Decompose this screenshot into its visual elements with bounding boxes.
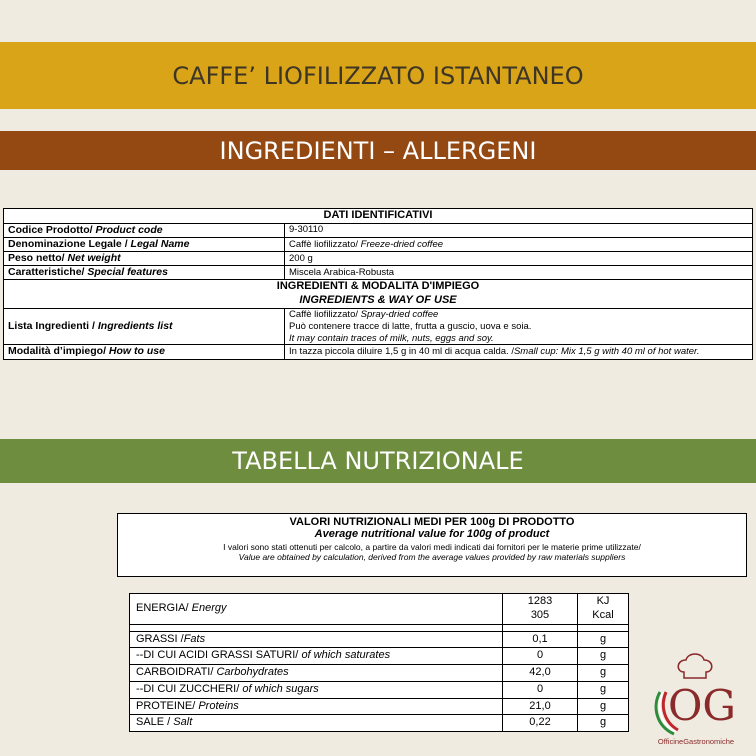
table-row	[4, 345, 753, 359]
table-row	[4, 223, 753, 237]
logo-initials: OG	[668, 681, 736, 730]
net-weight-value: 200 g	[285, 252, 753, 266]
table-row	[130, 698, 629, 715]
energy-label: ENERGIA/ Energy	[130, 594, 503, 625]
fats-label: GRASSI /Fats	[130, 631, 503, 648]
net-weight-label: Peso netto/ Net weight	[4, 252, 285, 266]
fats-unit: g	[578, 631, 629, 648]
table-row	[4, 308, 753, 345]
energy-units: KJ Kcal	[578, 594, 629, 625]
table-row	[130, 631, 629, 648]
product-code-label: Codice Prodotto/ Product code	[4, 223, 285, 237]
identification-table	[3, 208, 753, 360]
ingredients-band	[0, 131, 756, 170]
how-to-use-label: Modalità d’impiego/ How to use	[4, 345, 285, 359]
salt-unit: g	[578, 715, 629, 732]
sugars-label: --DI CUI ZUCCHERI/ of which sugars	[130, 681, 503, 698]
carbohydrates-value: 42,0	[503, 665, 578, 682]
table-row	[130, 648, 629, 665]
nutrition-header-box	[117, 513, 747, 577]
energy-values: 1283 305	[503, 594, 578, 625]
table-row	[4, 266, 753, 280]
ident-header: DATI IDENTIFICATIVI	[4, 209, 753, 224]
carbohydrates-label: CARBOIDRATI/ Carbohydrates	[130, 665, 503, 682]
legal-name-value: Caffè liofilizzato/ Freeze-dried coffee	[285, 237, 753, 251]
saturates-label: --DI CUI ACIDI GRASSI SATURI/ of which saturates	[130, 648, 503, 665]
carbohydrates-unit: g	[578, 665, 629, 682]
table-row	[4, 237, 753, 251]
ingredients-list-label: Lista Ingredienti / Ingredients list	[4, 308, 285, 345]
ingredients-list-value: Caffè liofilizzato/ Spray-dried coffee Può contenere tracce di latte, frutta a guscio, uova e soia. It may contain traces of milk, nuts, eggs and soy.	[285, 308, 753, 345]
officine-gastronomiche-logo	[646, 648, 746, 748]
table-row	[4, 252, 753, 266]
product-title: CAFFE’ LIOFILIZZATO ISTANTANEO	[172, 61, 584, 90]
salt-value: 0,22	[503, 715, 578, 732]
fats-value: 0,1	[503, 631, 578, 648]
chef-hat-icon	[678, 654, 712, 678]
nutrition-band	[0, 439, 756, 483]
saturates-value: 0	[503, 648, 578, 665]
salt-label: SALE / Salt	[130, 715, 503, 732]
nutrition-note-it: I valori sono stati ottenuti per calcolo, a partire da valori medi indicati dai fornitori per le materie prime utilizzate/	[223, 542, 641, 552]
product-code-value: 9-30110	[285, 223, 753, 237]
nutrition-header-en: Average nutritional value for 100g of product	[314, 528, 550, 540]
ingredients-section-header: INGREDIENTI & MODALITA D'IMPIEGO INGREDIENTS & WAY OF USE	[4, 280, 753, 309]
table-row	[130, 715, 629, 732]
saturates-unit: g	[578, 648, 629, 665]
logo-text: OfficineGastronomiche	[657, 737, 735, 746]
features-label: Caratteristiche/ Special features	[4, 266, 285, 280]
legal-name-label: Denominazione Legale / Legal Name	[4, 237, 285, 251]
sugars-unit: g	[578, 681, 629, 698]
nutrition-table	[129, 593, 629, 732]
table-row	[130, 665, 629, 682]
proteins-label: PROTEINE/ Proteins	[130, 698, 503, 715]
nutrition-heading: TABELLA NUTRIZIONALE	[232, 447, 524, 475]
table-row	[130, 681, 629, 698]
table-row	[130, 594, 629, 625]
nutrition-note-en: Value are obtained by calculation, derived from the average values provided by raw materials suppliers	[238, 552, 626, 562]
features-value: Miscela Arabica-Robusta	[285, 266, 753, 280]
how-to-use-value: In tazza piccola diluire 1,5 g in 40 ml di acqua calda. /Small cup: Mix 1,5 g with 40 ml of hot water.	[285, 345, 753, 359]
proteins-unit: g	[578, 698, 629, 715]
nutrition-header-it: VALORI NUTRIZIONALI MEDI PER 100g DI PRODOTTO	[289, 516, 575, 528]
ingredients-heading: INGREDIENTI – ALLERGENI	[219, 136, 537, 165]
proteins-value: 21,0	[503, 698, 578, 715]
product-title-band	[0, 42, 756, 109]
sugars-value: 0	[503, 681, 578, 698]
